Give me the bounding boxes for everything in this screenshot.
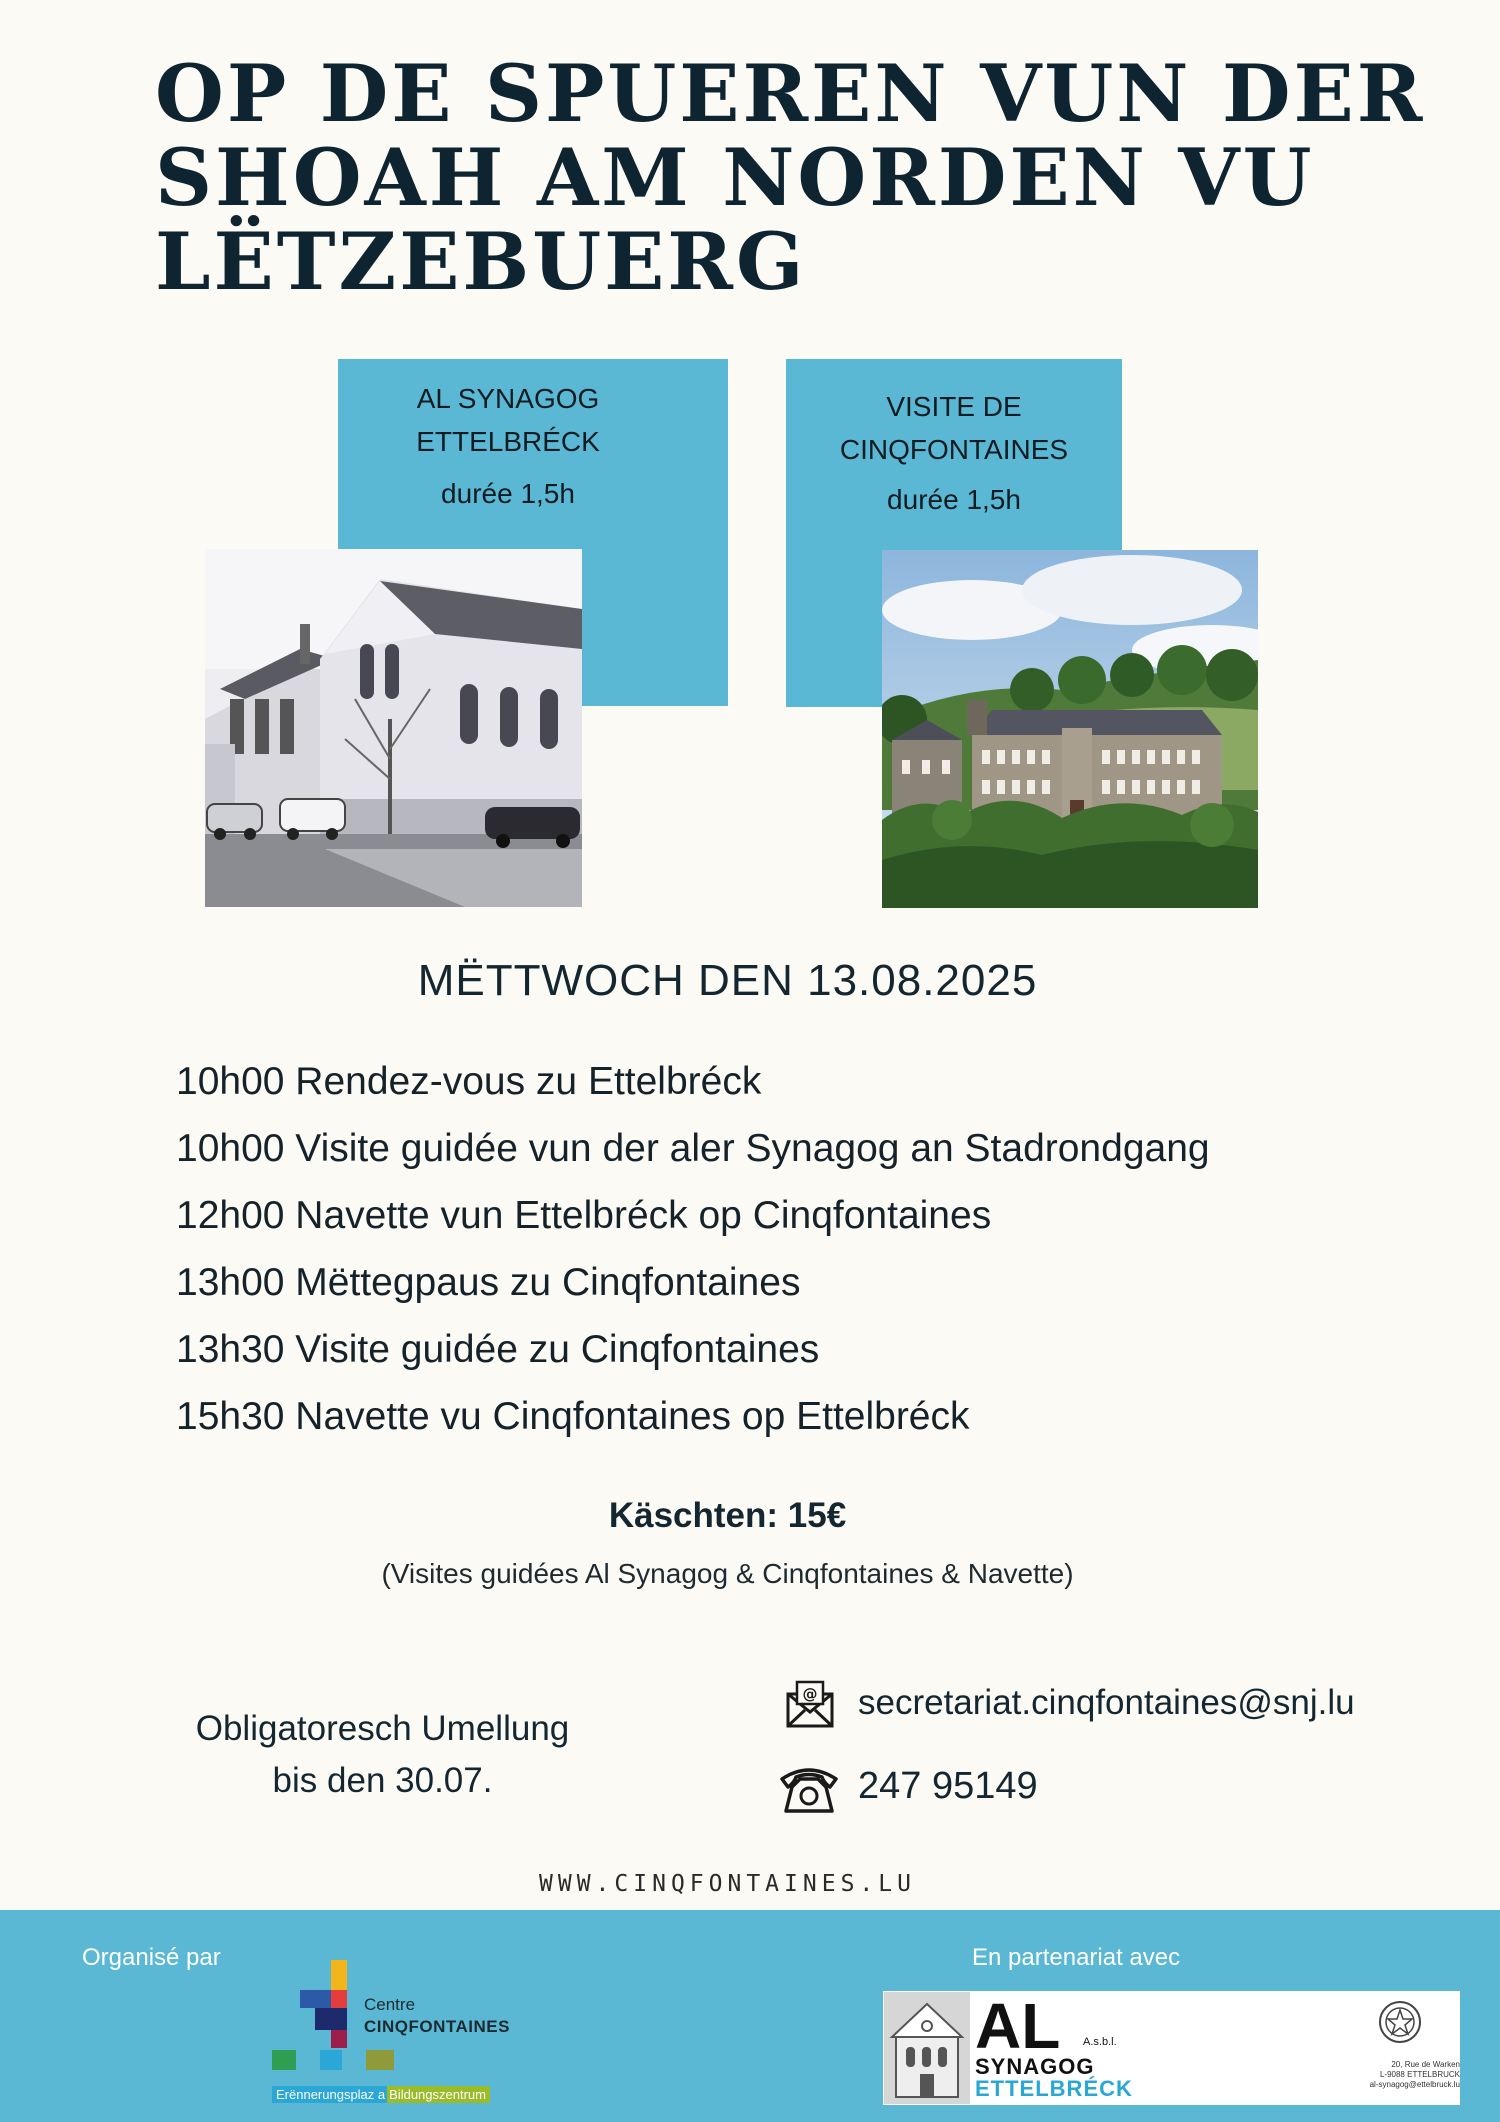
- card-synagog-title: [338, 377, 678, 463]
- event-date: MËTTWOCH DEN 13.08.2025: [417, 956, 1038, 1005]
- title-line-1: OP DE SPUEREN VUN DER: [155, 47, 1426, 140]
- svg-text:@: @: [802, 1685, 818, 1703]
- logo-name-text: CINQFONTAINES: [364, 2017, 510, 2036]
- schedule-list: [176, 1048, 1210, 1450]
- price: Käschten: 15€: [608, 1496, 847, 1535]
- card-synagog-title-line-2: ETTELBRÉCK: [416, 426, 600, 457]
- envelope-at-icon: [785, 1680, 835, 1730]
- seal-icon: [1378, 2000, 1422, 2044]
- schedule-item: 13h30 Visite guidée zu Cinqfontaines: [176, 1328, 820, 1371]
- logo-tagline: [272, 2085, 490, 2105]
- al-logo-ettelbreck: ETTELBRÉCK: [975, 2076, 1133, 2101]
- telephone-icon: [778, 1761, 840, 1816]
- al-address-line-2: L-9088 ETTELBRUCK: [1379, 2070, 1460, 2079]
- contact-email-link[interactable]: secretariat.cinqfontaines@snj.lu: [858, 1683, 1355, 1722]
- price-note: (Visites guidées Al Synagog & Cinqfontaines & Navette): [381, 1558, 1074, 1589]
- page-title: [155, 47, 1426, 308]
- title-line-3: LËTZEBUERG: [155, 215, 807, 308]
- card-cinqfontaines-duration: durée 1,5h: [887, 484, 1021, 515]
- al-logo-synagog: SYNAGOG: [975, 2054, 1095, 2079]
- schedule-item: 10h00 Visite guidée vun der aler Synagog an Stadrondgang: [176, 1127, 1210, 1170]
- schedule-item: 10h00 Rendez-vous zu Ettelbréck: [176, 1060, 762, 1103]
- al-address-line-3: al-synagog@ettelbruck.lu: [1369, 2080, 1460, 2089]
- card-cinqfontaines-title-line-2: CINQFONTAINES: [839, 434, 1069, 465]
- logo-tagline-part-1: Erënnerungsplaz a: [272, 2086, 387, 2103]
- title-line-2: SHOAH AM NORDEN VU: [155, 131, 1315, 224]
- partner-label: En partenariat avec: [972, 1944, 1181, 1971]
- schedule-item: 15h30 Navette vu Cinqfontaines op Ettelbréck: [176, 1395, 970, 1438]
- card-synagog-title-line-1: AL SYNAGOG: [416, 383, 600, 414]
- al-logo-address: [1350, 2060, 1460, 2090]
- synagog-drawing-icon: [884, 1992, 970, 2104]
- registration-deadline: [160, 1703, 605, 1807]
- card-synagog-duration: durée 1,5h: [441, 478, 575, 509]
- logo-centre-text: Centre: [364, 1995, 416, 2014]
- schedule-item: 12h00 Navette vun Ettelbréck op Cinqfontaines: [176, 1194, 992, 1237]
- website-link[interactable]: WWW.CINQFONTAINES.LU: [539, 1871, 916, 1897]
- al-logo-big-text: AL: [975, 1990, 1061, 2062]
- cinqfontaines-photo: [882, 550, 1258, 908]
- logo-tagline-part-2: Bildungszentrum: [387, 2086, 490, 2103]
- card-cinqfontaines-title: [786, 385, 1122, 471]
- al-address-line-1: 20, Rue de Warken: [1391, 2060, 1460, 2069]
- synagog-photo: [205, 549, 582, 907]
- organised-by-label: Organisé par: [82, 1944, 221, 1971]
- al-logo-asbl: A.s.b.l.: [1083, 2036, 1117, 2048]
- registration-line-1: Obligatoresch Umellung: [195, 1709, 570, 1748]
- contact-phone[interactable]: 247 95149: [858, 1765, 1038, 1807]
- card-cinqfontaines-title-line-1: VISITE DE: [886, 391, 1022, 422]
- schedule-item: 13h00 Mëttegpaus zu Cinqfontaines: [176, 1261, 801, 1304]
- registration-line-2: bis den 30.07.: [272, 1761, 493, 1800]
